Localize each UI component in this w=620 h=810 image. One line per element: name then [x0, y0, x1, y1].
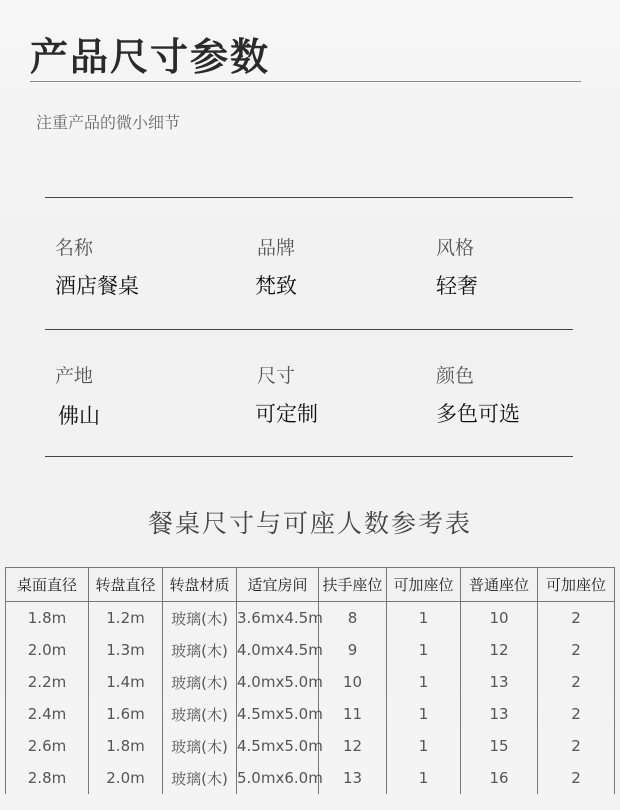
table-row — [6, 602, 615, 635]
table-cell: 1.8m — [6, 602, 89, 635]
table-cell: 2 — [538, 666, 615, 698]
table-row — [6, 730, 615, 762]
table-cell: 4.0mx4.5m — [237, 634, 319, 666]
table-cell: 1 — [387, 698, 461, 730]
table-cell: 1 — [387, 634, 461, 666]
table-cell: 13 — [461, 698, 538, 730]
table-cell: 2.2m — [6, 666, 89, 698]
header-turntable-diameter: 转盘直径 — [89, 568, 163, 602]
table-title: 餐桌尺寸与可座人数参考表 — [147, 509, 472, 538]
attributes-middle-divider — [45, 329, 573, 330]
header-regular-seats: 普通座位 — [461, 568, 538, 602]
header-extra-seats-2: 可加座位 — [538, 568, 615, 602]
attr-origin-value: 佛山 — [58, 404, 100, 428]
table-cell: 1.4m — [89, 666, 163, 698]
table-cell: 2.4m — [6, 698, 89, 730]
table-cell: 12 — [461, 634, 538, 666]
table-row — [6, 762, 615, 794]
header-table-diameter: 桌面直径 — [6, 568, 89, 602]
attr-color-value: 多色可选 — [436, 402, 520, 426]
attr-name-label: 名称 — [55, 237, 94, 259]
table-cell: 1 — [387, 602, 461, 635]
attr-size-label: 尺寸 — [257, 365, 296, 387]
table-cell: 1.3m — [89, 634, 163, 666]
table-header-row — [6, 568, 615, 602]
attr-name-value: 酒店餐桌 — [55, 274, 139, 298]
attr-brand-value: 梵致 — [255, 274, 297, 298]
table-cell: 玻璃(木) — [163, 634, 237, 666]
header-turntable-material: 转盘材质 — [163, 568, 237, 602]
table-cell: 玻璃(木) — [163, 762, 237, 794]
table-cell: 1 — [387, 666, 461, 698]
table-cell: 16 — [461, 762, 538, 794]
table-cell: 5.0mx6.0m — [237, 762, 319, 794]
table-cell: 2 — [538, 698, 615, 730]
table-cell: 2.6m — [6, 730, 89, 762]
table-row — [6, 666, 615, 698]
table-cell: 1.8m — [89, 730, 163, 762]
table-cell: 4.5mx5.0m — [237, 730, 319, 762]
table-cell: 1.6m — [89, 698, 163, 730]
attributes-bottom-divider — [45, 456, 573, 457]
table-cell: 13 — [319, 762, 387, 794]
table-cell: 15 — [461, 730, 538, 762]
header-suitable-room: 适宜房间 — [237, 568, 319, 602]
table-cell: 玻璃(木) — [163, 730, 237, 762]
attr-color-label: 颜色 — [436, 365, 475, 387]
table-cell: 玻璃(木) — [163, 666, 237, 698]
table-cell: 1 — [387, 730, 461, 762]
attr-origin-label: 产地 — [55, 365, 94, 387]
table-cell: 玻璃(木) — [163, 698, 237, 730]
table-cell: 4.5mx5.0m — [237, 698, 319, 730]
table-cell: 4.0mx5.0m — [237, 666, 319, 698]
table-cell: 10 — [461, 602, 538, 635]
table-body — [6, 602, 615, 795]
table-cell: 2 — [538, 634, 615, 666]
table-cell: 2 — [538, 602, 615, 635]
table-cell: 1.2m — [89, 602, 163, 635]
header-armchair-seats: 扶手座位 — [319, 568, 387, 602]
attr-style-label: 风格 — [436, 237, 475, 259]
table-cell: 10 — [319, 666, 387, 698]
table-cell: 13 — [461, 666, 538, 698]
table-cell: 2 — [538, 730, 615, 762]
header-extra-seats: 可加座位 — [387, 568, 461, 602]
table-cell: 12 — [319, 730, 387, 762]
attributes-top-divider — [45, 197, 573, 198]
table-cell: 9 — [319, 634, 387, 666]
attr-size-value: 可定制 — [255, 402, 318, 426]
table-row — [6, 634, 615, 666]
attr-brand-label: 品牌 — [257, 237, 296, 259]
page-title: 产品尺寸参数 — [30, 35, 271, 79]
table-cell: 玻璃(木) — [163, 602, 237, 635]
table-cell: 3.6mx4.5m — [237, 602, 319, 635]
page-subtitle: 注重产品的微小细节 — [36, 113, 181, 132]
table-cell: 2.0m — [89, 762, 163, 794]
size-reference-table — [5, 567, 615, 794]
table-cell: 2 — [538, 762, 615, 794]
table-cell: 2.8m — [6, 762, 89, 794]
table-cell: 11 — [319, 698, 387, 730]
attr-style-value: 轻奢 — [436, 274, 478, 298]
title-divider — [30, 81, 581, 82]
table-cell: 1 — [387, 762, 461, 794]
table-cell: 2.0m — [6, 634, 89, 666]
table-cell: 8 — [319, 602, 387, 635]
table-row — [6, 698, 615, 730]
